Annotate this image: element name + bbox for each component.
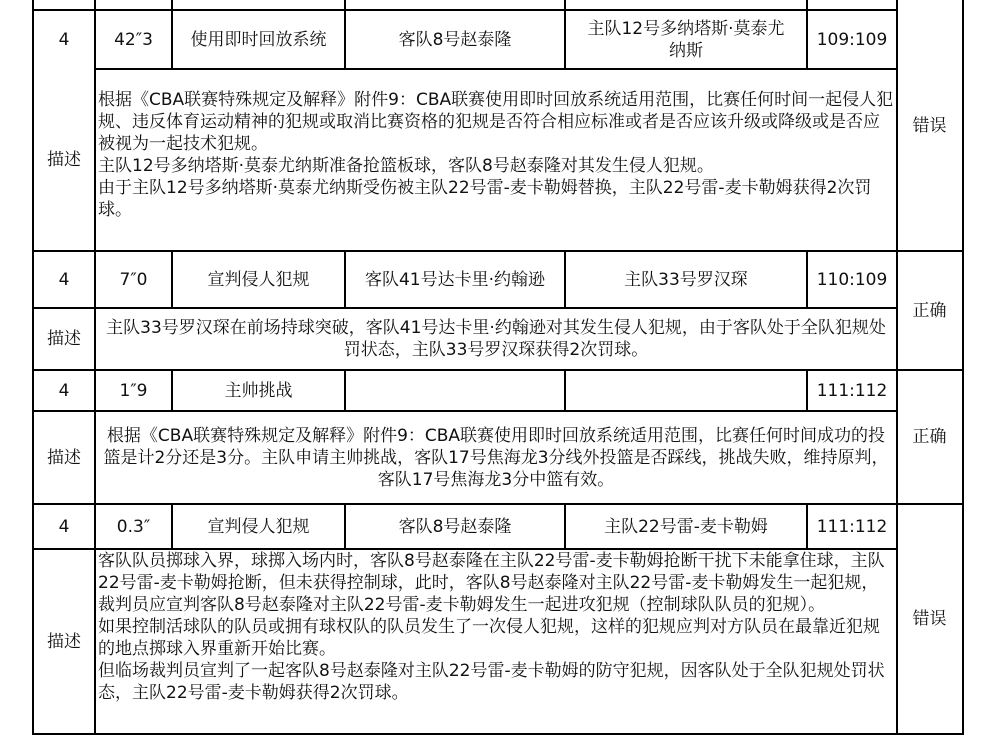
time-cell: 42″3 — [114, 29, 153, 50]
grid-line — [806, 369, 808, 412]
player-b-cell: 主队22号雷-麦卡勒姆 — [604, 516, 768, 537]
player-b-cell — [565, 370, 807, 411]
grid-line — [171, 503, 173, 550]
description-paragraph: 根据《CBA联赛特殊规定及解释》附件9：CBA联赛使用即时回放系统适用范围，比赛任何时间成功的投篮是计2分还是3分。主队申请主帅挑战，客队17号焦海龙3分线外投篮是否踩线，挑战失败，维持原判，客队17号焦海龙3分中篮有效。 — [103, 425, 889, 490]
grid-line — [344, 250, 346, 309]
player-a-cell: 客队41号达卡里·约翰逊 — [364, 269, 546, 290]
description-paragraph: 主队12号多纳塔斯·莫泰尤纳斯准备抢篮板球，客队8号赵泰隆对其发生侵人犯规。 — [98, 156, 714, 176]
grid-line — [564, 503, 566, 550]
description-text — [95, 89, 897, 249]
grid-line — [344, 369, 346, 412]
grid-line — [33, 410, 897, 412]
grid-line — [564, 250, 566, 309]
grid-line — [33, 548, 897, 550]
verdict-cell: 错误 — [912, 609, 947, 629]
score-cell: 111:112 — [816, 380, 888, 401]
grid-line — [806, 503, 808, 550]
grid-line — [171, 0, 173, 70]
description-paragraph: 但临场裁判员宣判了一起客队8号赵泰隆对主队22号雷-麦卡勒姆的防守犯规，因客队处于全队犯规处罚状态，主队22号雷-麦卡勒姆获得2次罚球。 — [98, 661, 885, 703]
grid-line — [171, 250, 173, 309]
player-a-cell: 客队8号赵泰隆 — [398, 29, 512, 50]
verdict-cell: 正确 — [912, 427, 947, 447]
grid-line — [564, 0, 566, 70]
description-paragraph: 由于主队12号多纳塔斯·莫泰尤纳斯受伤被主队22号雷-麦卡勒姆替换，主队22号雷-麦卡勒姆获得2次罚球。 — [98, 178, 872, 220]
description-paragraph: 主队33号罗汉琛在前场持球突破，客队41号达卡里·约翰逊对其发生侵人犯规，由于客队处于全队犯规处罚状态，主队33号罗汉琛获得2次罚球。 — [106, 318, 886, 360]
description-label: 描述 — [47, 447, 81, 468]
event-cell: 主帅挑战 — [224, 380, 293, 401]
player-a-cell — [345, 370, 565, 411]
grid-line — [962, 0, 964, 735]
event-cell: 宣判侵人犯规 — [207, 269, 310, 290]
description-text — [95, 550, 897, 734]
player-a-cell: 客队8号赵泰隆 — [398, 516, 512, 537]
description-text — [95, 411, 897, 504]
time-cell: 7″0 — [119, 269, 148, 290]
event-cell: 使用即时回放系统 — [190, 29, 327, 50]
description-label: 描述 — [47, 631, 81, 652]
period-cell: 4 — [58, 516, 70, 537]
event-cell: 宣判侵人犯规 — [207, 516, 310, 537]
period-cell: 4 — [58, 269, 70, 290]
verdict-cell: 正确 — [912, 300, 947, 321]
grid-line — [806, 250, 808, 309]
time-cell: 1″9 — [119, 380, 148, 401]
grid-line — [95, 68, 897, 70]
grid-line — [896, 0, 898, 735]
description-paragraph: 客队队员掷球入界，球掷入场内时，客队8号赵泰隆在主队22号雷-麦卡勒姆抢断干扰下未能拿住球，主队22号雷-麦卡勒姆抢断，但未获得控制球，此时，客队8号赵泰隆对主队22号雷-麦卡勒姆发生一起犯规，裁判员应宣判客队8号赵泰隆对主队22号雷-麦卡勒姆发生一起进攻犯规（控制球队队员的犯规）。 — [98, 551, 885, 615]
grid-line — [564, 369, 566, 412]
grid-line — [344, 0, 346, 70]
description-text — [95, 308, 897, 370]
grid-line — [33, 733, 963, 735]
description-label: 描述 — [47, 150, 81, 170]
grid-line — [806, 0, 808, 70]
grid-line — [32, 0, 34, 735]
grid-line — [33, 9, 897, 11]
period-cell: 4 — [58, 380, 70, 401]
verdict-cell: 错误 — [912, 115, 947, 136]
time-cell: 0.3″ — [116, 516, 151, 537]
player-b-cell: 主队12号多纳塔斯·莫泰尤纳斯 — [587, 18, 785, 61]
description-paragraph: 根据《CBA联赛特殊规定及解释》附件9：CBA联赛使用即时回放系统适用范围，比赛任何时间一起侵人犯规、违反体育运动精神的犯规或取消比赛资格的犯规是否符合相应标准或者是否应该升级或降级或是否应被视为一起技术犯规。 — [98, 90, 894, 154]
description-paragraph: 如果控制活球队的队员或拥有球权队的队员发生了一次侵人犯规，这样的犯规应判对方队员在最靠近犯规的地点掷球入界重新开始比赛。 — [98, 617, 880, 659]
description-label: 描述 — [47, 329, 81, 349]
grid-line — [33, 307, 897, 309]
score-cell: 111:112 — [816, 516, 888, 537]
player-b-cell: 主队33号罗汉琛 — [624, 269, 748, 290]
grid-line — [344, 503, 346, 550]
score-cell: 109:109 — [816, 29, 888, 50]
grid-line — [171, 369, 173, 412]
grid-line — [94, 0, 96, 735]
score-cell: 110:109 — [816, 269, 888, 290]
period-cell: 4 — [58, 29, 70, 50]
